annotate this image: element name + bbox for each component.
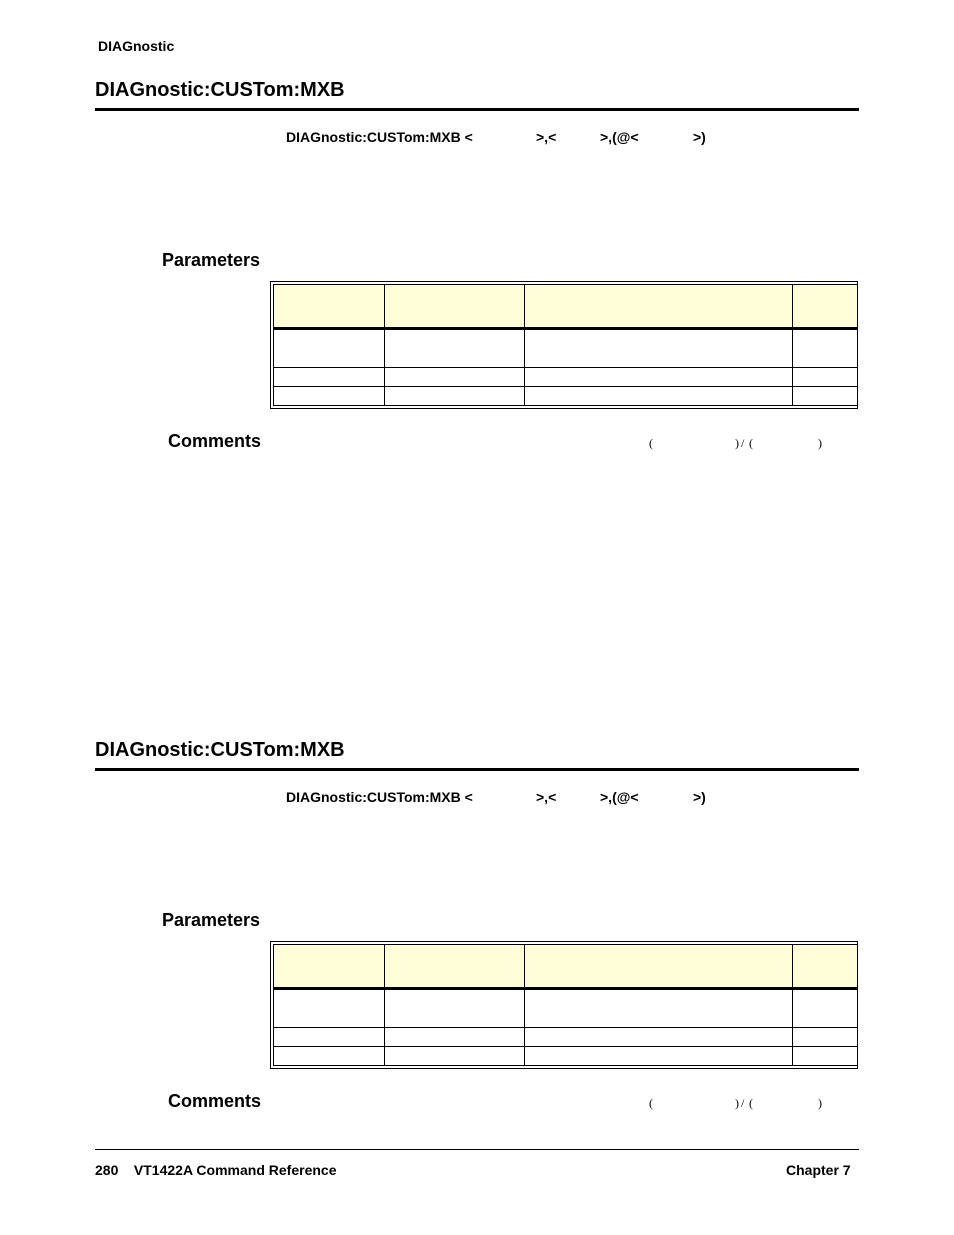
syntax-part: >,(@< — [600, 789, 639, 805]
paren: ( — [749, 436, 753, 450]
table-header-row — [274, 285, 858, 329]
parameters-table — [270, 941, 858, 1069]
table-row — [274, 329, 858, 368]
footer-rule — [95, 1149, 859, 1150]
paren: ( — [749, 1096, 753, 1110]
section-rule — [95, 768, 859, 771]
parameters-label: Parameters — [162, 250, 261, 270]
section-title: DIAGnostic:CUSTom:MXB — [95, 739, 345, 761]
syntax-part: >,< — [536, 789, 557, 805]
comments-label: Comments — [168, 431, 262, 451]
footer-left — [95, 1162, 336, 1178]
table-header-cell — [385, 285, 525, 329]
syntax-part: >,< — [536, 129, 557, 145]
parameters-table — [270, 281, 858, 409]
section-title: DIAGnostic:CUSTom:MXB — [95, 79, 345, 101]
syntax-part: DIAGnostic:CUSTom:MXB < — [286, 789, 473, 805]
paren: ) — [818, 1096, 822, 1110]
table-row — [274, 367, 858, 386]
table-header-cell — [525, 945, 793, 989]
table-row — [274, 989, 858, 1028]
page-number: 280 — [95, 1162, 119, 1178]
slash: / — [741, 1096, 745, 1110]
table-row — [274, 1046, 858, 1065]
table-header-cell — [793, 945, 858, 989]
parameters-label: Parameters — [162, 910, 261, 930]
syntax-part: DIAGnostic:CUSTom:MXB < — [286, 129, 473, 145]
syntax-part: >) — [693, 129, 706, 145]
table-header-row — [274, 945, 858, 989]
table-row — [274, 1027, 858, 1046]
syntax-part: >,(@< — [600, 129, 639, 145]
table-header-cell — [385, 945, 525, 989]
paren: ) — [818, 436, 822, 450]
table-row — [274, 386, 858, 405]
comments-label: Comments — [168, 1091, 262, 1111]
paren: ) — [735, 1096, 739, 1110]
running-head: DIAGnostic — [98, 38, 175, 54]
slash: / — [741, 436, 745, 450]
section-rule — [95, 108, 859, 111]
table-header-cell — [274, 285, 385, 329]
chapter-label: Chapter 7 — [786, 1162, 851, 1178]
paren: ) — [735, 436, 739, 450]
paren: ( — [649, 1096, 653, 1110]
syntax-part: >) — [693, 789, 706, 805]
table-header-cell — [525, 285, 793, 329]
book-title: VT1422A Command Reference — [133, 1162, 337, 1178]
paren: ( — [649, 436, 653, 450]
table-header-cell — [274, 945, 385, 989]
table-header-cell — [793, 285, 858, 329]
